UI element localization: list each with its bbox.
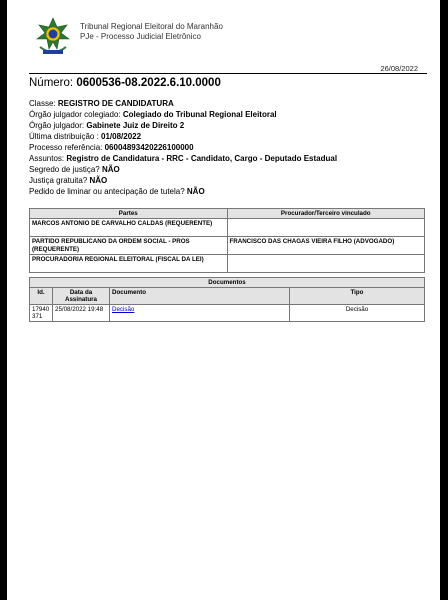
- attorney-cell: FRANCISCO DAS CHAGAS VIEIRA FILHO (ADVOGADO): [227, 237, 425, 255]
- documents-header-row: [30, 288, 425, 305]
- meta-label: Segredo de justiça?: [29, 165, 102, 174]
- meta-value: Colegiado do Tribunal Regional Eleitoral: [122, 110, 277, 119]
- parties-header-row: [30, 209, 425, 219]
- meta-row: [29, 120, 337, 131]
- meta-row: [29, 109, 337, 120]
- document-header: Documento: [110, 288, 290, 305]
- court-name-line1: Tribunal Regional Eleitoral do Maranhão: [80, 22, 223, 31]
- court-name: [80, 22, 223, 42]
- meta-value: Gabinete Juiz de Direito 2: [86, 121, 185, 130]
- table-row: [30, 219, 425, 237]
- header-divider: [29, 73, 427, 74]
- id-header: Id.: [30, 288, 53, 305]
- meta-value: NÃO: [101, 165, 120, 174]
- document-name-cell: [110, 305, 290, 322]
- attorney-cell: [227, 219, 425, 237]
- documents-table: [29, 277, 425, 322]
- process-metadata: [29, 98, 337, 197]
- table-row: [30, 305, 425, 322]
- parties-table: [29, 208, 425, 273]
- meta-label: Pedido de liminar ou antecipação de tutela?: [29, 187, 187, 196]
- process-number-value: 0600536-08.2022.6.10.0000: [76, 77, 221, 89]
- table-row: [30, 255, 425, 273]
- meta-value: 06004893420226100000: [104, 143, 194, 152]
- document-type-cell: Decisão: [290, 305, 425, 322]
- parties-header: Partes: [30, 209, 228, 219]
- meta-row: [29, 142, 337, 153]
- court-name-line2: PJe - Processo Judicial Eletrônico: [80, 32, 201, 41]
- meta-label: Última distribuição :: [29, 132, 102, 141]
- meta-value: NÃO: [186, 187, 205, 196]
- meta-label: Assuntos:: [29, 154, 67, 163]
- meta-label: Justiça gratuita?: [29, 176, 90, 185]
- meta-value: Registro de Candidatura - RRC - Candidato, Cargo - Deputado Estadual: [66, 154, 338, 163]
- meta-value: REGISTRO DE CANDIDATURA: [57, 99, 174, 108]
- meta-label: Órgão julgador colegiado:: [29, 110, 123, 119]
- party-cell: PROCURADORIA REGIONAL ELEITORAL (FISCAL DA LEI): [30, 255, 228, 273]
- document-date: 26/08/2022: [380, 64, 418, 73]
- meta-label: Classe:: [29, 99, 58, 108]
- meta-value: 01/08/2022: [101, 132, 142, 141]
- process-number-label: Número:: [29, 77, 74, 89]
- meta-row: [29, 186, 337, 197]
- meta-label: Processo referência:: [29, 143, 105, 152]
- meta-row: [29, 98, 337, 109]
- meta-row: [29, 164, 337, 175]
- date-header: Data da Assinatura: [53, 288, 110, 305]
- meta-value: NÃO: [89, 176, 108, 185]
- party-cell: MARCOS ANTONIO DE CARVALHO CALDAS (REQUERENTE): [30, 219, 228, 237]
- document-id-cell: 17940371: [30, 305, 53, 322]
- attorney-cell: [227, 255, 425, 273]
- table-row: [30, 237, 425, 255]
- documents-title: Documentos: [30, 278, 425, 288]
- brazil-coat-of-arms-icon: [34, 17, 72, 57]
- meta-row: [29, 153, 337, 164]
- meta-row: [29, 175, 337, 186]
- process-number: [29, 77, 221, 89]
- meta-row: [29, 131, 337, 142]
- document-link[interactable]: Decisão: [112, 306, 135, 313]
- document-page: [7, 0, 440, 600]
- type-header: Tipo: [290, 288, 425, 305]
- attorney-header: Procurador/Terceiro vinculado: [227, 209, 425, 219]
- documents-title-row: [30, 278, 425, 288]
- party-cell: PARTIDO REPUBLICANO DA ORDEM SOCIAL - PROS (REQUERENTE): [30, 237, 228, 255]
- document-date-cell: 25/08/2022 19:48: [53, 305, 110, 322]
- meta-label: Órgão julgador:: [29, 121, 87, 130]
